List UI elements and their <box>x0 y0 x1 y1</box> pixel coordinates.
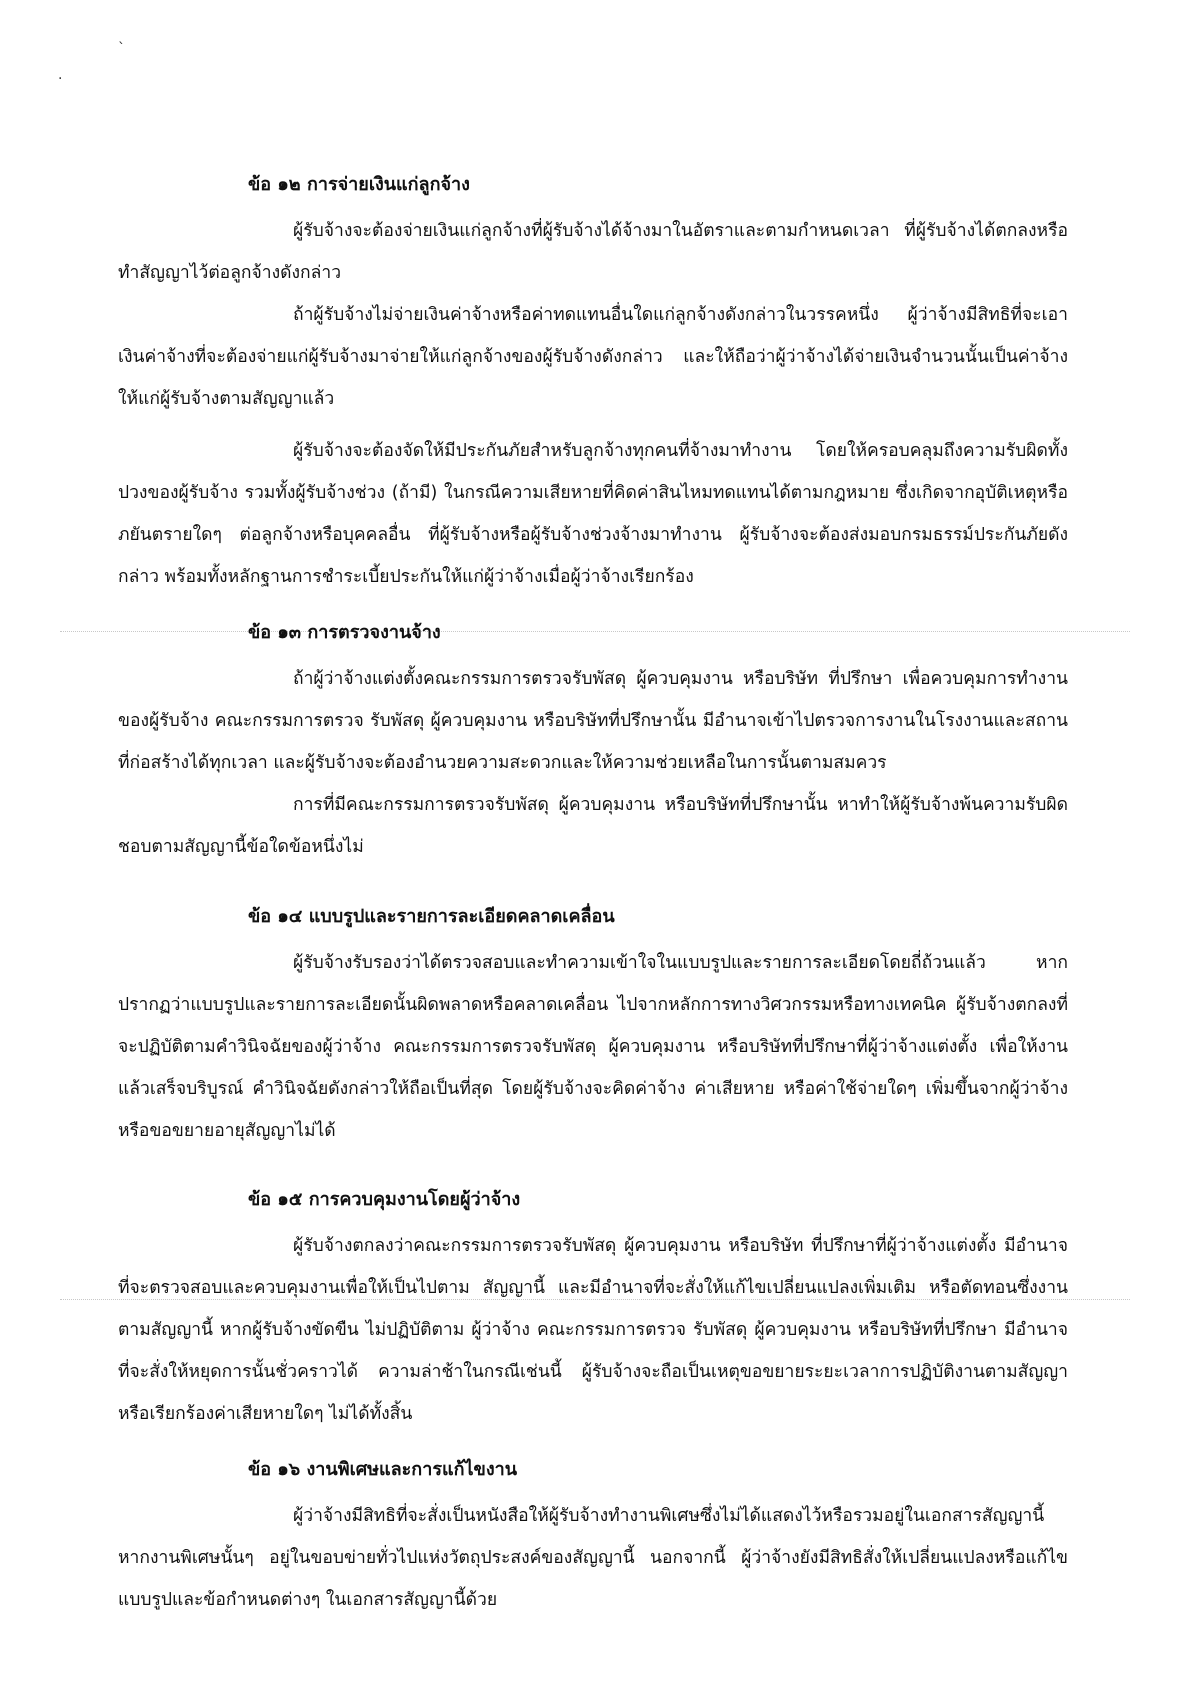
paragraph: ผู้ว่าจ้างมีสิทธิที่จะสั่งเป็นหนังสือให้ผู้รับจ้างทำงานพิเศษซึ่งไม่ได้แสดงไว้หรือรวมอยู่ในเอกสารสัญญานี้ หากงานพิเศษนั้นๆ อยู่ในขอบข่ายทั่วไปแห่งวัตถุประสงค์ของสัญญานี้ นอกจากนี้ ผู้ว่าจ้างยังมีสิทธิสั่งให้เปลี่ยนแปลงหรือแก้ไขแบบรูปและข้อกำหนดต่างๆ ในเอกสารสัญญานี้ด้วย <box>118 1506 1068 1610</box>
section-14 <box>118 902 1068 1152</box>
paragraph: ผู้รับจ้างจะต้องจัดให้มีประกันภัยสำหรับลูกจ้างทุกคนที่จ้างมาทำงาน โดยให้ครอบคลุมถึงความรับผิดทั้งปวงของผู้รับจ้าง รวมทั้งผู้รับจ้างช่วง (ถ้ามี) ในกรณีความเสียหายที่คิดค่าสินไหมทดแทนได้ตามกฎหมาย ซึ่งเกิดจากอุบัติเหตุหรือภยันตรายใดๆ ต่อลูกจ้างหรือบุคคลอื่น ที่ผู้รับจ้างหรือผู้รับจ้างช่วงจ้างมาทำงาน ผู้รับจ้างจะต้องส่งมอบกรมธรรม์ประกันภัยดังกล่าว พร้อมทั้งหลักฐานการชำระเบี้ยประกันให้แก่ผู้ว่าจ้างเมื่อผู้ว่าจ้างเรียกร้อง <box>118 441 1068 587</box>
paragraph: ผู้รับจ้างตกลงว่าคณะกรรมการตรวจรับพัสดุ ผู้ควบคุมงาน หรือบริษัท ที่ปรึกษาที่ผู้ว่าจ้างแต่งตั้ง มีอำนาจที่จะตรวจสอบและควบคุมงานเพื่อให้เป็นไปตาม สัญญานี้ และมีอำนาจที่จะสั่งให้แก้ไขเปลี่ยนแปลงเพิ่มเติม หรือตัดทอนซึ่งงานตามสัญญานี้ หากผู้รับจ้างขัดขืน ไม่ปฏิบัติตาม ผู้ว่าจ้าง คณะกรรมการตรวจ รับพัสดุ ผู้ควบคุมงาน หรือบริษัทที่ปรึกษา มีอำนาจ ที่จะสั่งให้หยุดการนั้นชั่วคราวได้ ความล่าช้าในกรณีเช่นนี้ ผู้รับจ้างจะถือเป็นเหตุขอขยายระยะเวลาการปฏิบัติงานตามสัญญาหรือเรียกร้องค่าเสียหายใดๆ ไม่ได้ทั้งสิ้น <box>118 1236 1068 1424</box>
paragraph: การที่มีคณะกรรมการตรวจรับพัสดุ ผู้ควบคุมงาน หรือบริษัทที่ปรึกษานั้น หาทำให้ผู้รับจ้างพ้นความรับผิดชอบตามสัญญานี้ข้อใดข้อหนึ่งไม่ <box>118 795 1068 857</box>
section-13 <box>118 618 1068 868</box>
section-heading: ข้อ ๑๒ การจ่ายเงินแก่ลูกจ้าง <box>248 174 470 195</box>
paragraph: ถ้าผู้รับจ้างไม่จ่ายเงินค่าจ้างหรือค่าทดแทนอื่นใดแก่ลูกจ้างดังกล่าวในวรรคหนึ่ง ผู้ว่าจ้างมีสิทธิที่จะเอาเงินค่าจ้างที่จะต้องจ่ายแก่ผู้รับจ้างมาจ่ายให้แก่ลูกจ้างของผู้รับจ้างดังกล่าว และให้ถือว่าผู้ว่าจ้างได้จ่ายเงินจำนวนนั้นเป็นค่าจ้างให้แก่ผู้รับจ้างตามสัญญาแล้ว <box>118 305 1068 409</box>
section-heading: ข้อ ๑๕ การควบคุมงานโดยผู้ว่าจ้าง <box>248 1189 521 1210</box>
paragraph: ผู้รับจ้างจะต้องจ่ายเงินแก่ลูกจ้างที่ผู้รับจ้างได้จ้างมาในอัตราและตามกำหนดเวลา ที่ผู้รับจ้างได้ตกลงหรือทำสัญญาไว้ต่อลูกจ้างดังกล่าว <box>118 221 1068 283</box>
section-heading: ข้อ ๑๔ แบบรูปและรายการละเอียดคลาดเคลื่อน <box>248 906 615 927</box>
paragraph: ผู้รับจ้างรับรองว่าได้ตรวจสอบและทำความเข้าใจในแบบรูปและรายการละเอียดโดยถี่ถ้วนแล้ว หากปรากฏว่าแบบรูปและรายการละเอียดนั้นผิดพลาดหรือคลาดเคลื่อน ไปจากหลักการทางวิศวกรรมหรือทางเทคนิค ผู้รับจ้างตกลงที่จะปฏิบัติตามคำวินิจฉัยของผู้ว่าจ้าง คณะกรรมการตรวจรับพัสดุ ผู้ควบคุมงาน หรือบริษัทที่ปรึกษาที่ผู้ว่าจ้างแต่งตั้ง เพื่อให้งานแล้วเสร็จบริบูรณ์ คำวินิจฉัยดังกล่าวให้ถือเป็นที่สุด โดยผู้รับจ้างจะคิดค่าจ้าง ค่าเสียหาย หรือค่าใช้จ่ายใดๆ เพิ่มขึ้นจากผู้ว่าจ้างหรือขอขยายอายุสัญญาไม่ได้ <box>118 953 1068 1141</box>
scan-mark: · <box>58 71 63 87</box>
section-heading: ข้อ ๑๖ งานพิเศษและการแก้ไขงาน <box>248 1459 518 1480</box>
section-16 <box>118 1455 1068 1621</box>
section-15 <box>118 1185 1068 1435</box>
paragraph: ถ้าผู้ว่าจ้างแต่งตั้งคณะกรรมการตรวจรับพัสดุ ผู้ควบคุมงาน หรือบริษัท ที่ปรึกษา เพื่อควบคุมการทำงานของผู้รับจ้าง คณะกรรมการตรวจ รับพัสดุ ผู้ควบคุมงาน หรือบริษัทที่ปรึกษานั้น มีอำนาจเข้าไปตรวจการงานในโรงงานและสถานที่ก่อสร้างได้ทุกเวลา และผู้รับจ้างจะต้องอำนวยความสะดวกและให้ความช่วยเหลือในการนั้นตามสมควร <box>118 669 1068 773</box>
section-heading: ข้อ ๑๓ การตรวจงานจ้าง <box>248 622 441 643</box>
section-12 <box>118 170 1068 598</box>
scan-mark: ˋ <box>118 41 125 57</box>
